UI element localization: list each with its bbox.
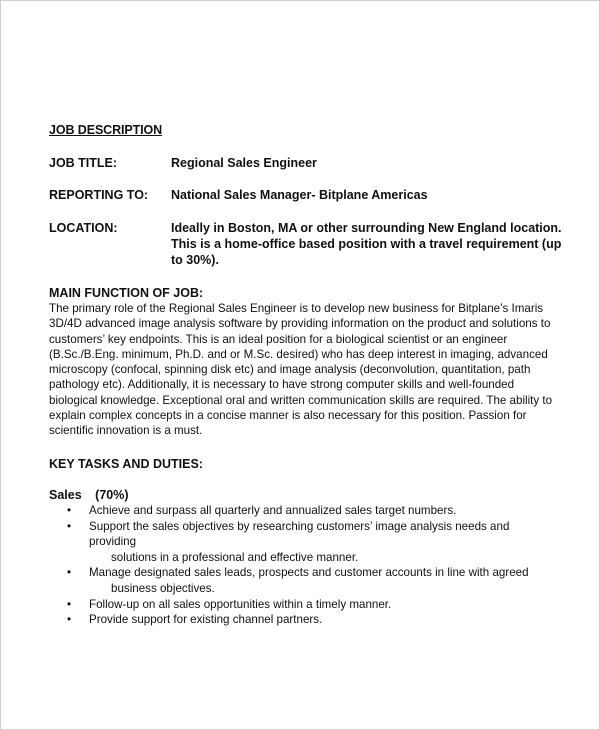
task-text: Manage designated sales leads, prospects and customer accounts in line with agreed <box>89 566 529 580</box>
sales-label-row <box>49 488 129 502</box>
sales-label: Sales <box>49 488 82 502</box>
job-title-value: Regional Sales Engineer <box>171 156 317 170</box>
list-item <box>67 612 547 628</box>
task-text: Follow-up on all sales opportunities within a timely manner. <box>89 597 392 611</box>
main-function-text: The primary role of the Regional Sales Engineer is to develop new business for Bitplane’s Imaris 3D/4D advanced image analysis software by providing information on the product and solutions to customers’ key endpoints. This is an ideal position for a biological scientist or an engineer (B.Sc./B.Eng. minimum, Ph.D. and or M.Sc. desired) who has deep interest in imaging, advanced microscopy (confocal, spinning disk etc) and image analysis (deconvolution, quantitation, path pathology etc). Additionally, it is necessary to have strong computer skills and well-founded biological knowledge. Exceptional oral and written communication skills are required. The ability to explain complex concepts in a concise manner is also necessary for this position. Passion for scientific innovation is a must. <box>49 302 553 438</box>
task-text: Support the sales objectives by researching customers’ image analysis needs and providing <box>89 519 510 549</box>
key-tasks-heading: KEY TASKS AND DUTIES: <box>49 457 203 471</box>
main-function-heading: MAIN FUNCTION OF JOB: <box>49 286 204 300</box>
bullet-icon: • <box>67 519 72 533</box>
task-text: Achieve and surpass all quarterly and annualized sales target numbers. <box>89 504 457 517</box>
bullet-icon: • <box>67 597 72 611</box>
list-item <box>67 519 547 566</box>
task-list <box>67 503 547 628</box>
bullet-icon: • <box>67 613 72 627</box>
sales-percentage: (70%) <box>95 488 129 502</box>
task-continuation: business objectives. <box>111 581 215 595</box>
bullet-icon: • <box>67 566 72 580</box>
location-value: Ideally in Boston, MA or other surrounding New England location. This is a home-office based position with a travel requirement (up to 30%). <box>171 221 562 267</box>
list-item <box>67 565 547 596</box>
document-title: JOB DESCRIPTION <box>49 123 163 137</box>
task-text: Provide support for existing channel partners. <box>89 613 323 627</box>
list-item <box>67 597 547 613</box>
reporting-value: National Sales Manager- Bitplane Americas <box>171 188 428 202</box>
list-item <box>67 503 547 519</box>
job-title-label: JOB TITLE: <box>49 156 118 170</box>
location-label: LOCATION: <box>49 221 118 235</box>
reporting-label: REPORTING TO: <box>49 188 149 202</box>
task-continuation: solutions in a professional and effective manner. <box>111 550 359 564</box>
bullet-icon: • <box>67 504 72 517</box>
